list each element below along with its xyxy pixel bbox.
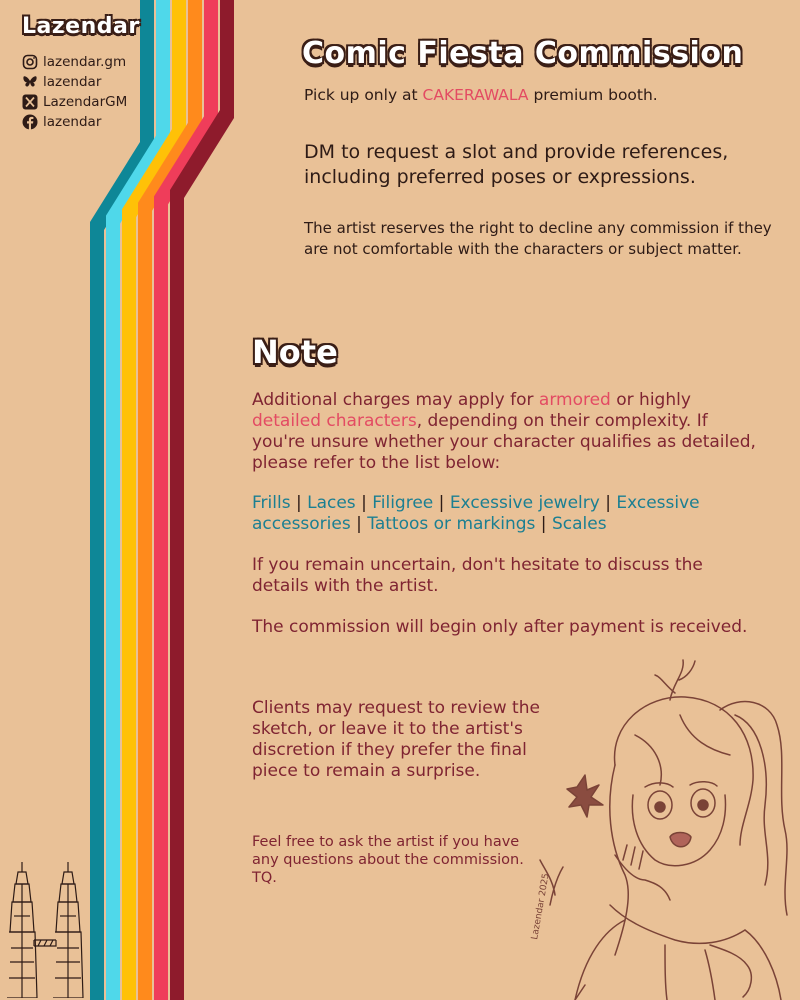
booth-name: CAKERAWALA (422, 86, 529, 104)
list-item: Laces (307, 493, 356, 513)
charges-part-2: or highly (610, 390, 691, 410)
review-text: Clients may request to review the sketch, or leave it to the artist's discretion if they prefer the final piece to remain a surprise. (252, 698, 540, 781)
list-item: Excessive accessories (252, 493, 700, 534)
x-handle: LazendarGM (43, 94, 128, 110)
pickup-after: premium booth. (528, 86, 658, 104)
pickup-before: Pick up only at (304, 86, 423, 104)
bluesky-handle: lazendar (43, 74, 102, 90)
list-separator: | (433, 493, 450, 513)
social-bluesky[interactable] (22, 72, 127, 92)
facebook-handle: lazendar (43, 114, 102, 130)
page-title: Comic Fiesta Commission (302, 36, 744, 71)
list-item: Frills (252, 493, 291, 513)
facebook-icon (22, 114, 38, 130)
pickup-info (304, 86, 658, 104)
list-item: Tattoos or markings (367, 514, 536, 534)
butterfly-icon (22, 74, 38, 90)
rainbow-stripes (0, 0, 250, 1000)
social-links (22, 52, 127, 132)
reserve-notice: The artist reserves the right to decline any commission if they are not comfortable with the characters or subject matter. (304, 219, 772, 258)
list-item: Scales (551, 514, 607, 534)
list-separator: | (535, 514, 552, 534)
uncertain-text: If you remain uncertain, don't hesitate to discuss the details with the artist. (252, 555, 703, 596)
detailed-highlight: detailed characters (252, 411, 417, 431)
list-item: Excessive jewelry (449, 493, 600, 513)
list-item: Filigree (372, 493, 434, 513)
list-separator: | (599, 493, 617, 513)
additional-charges (252, 390, 762, 474)
x-icon (22, 94, 38, 110)
social-instagram[interactable] (22, 52, 127, 72)
dm-instructions: DM to request a slot and provide references, including preferred poses or expressions. (304, 141, 729, 188)
details-list (252, 493, 762, 535)
closing-text: Feel free to ask the artist if you have any questions about the commission. TQ. (252, 834, 524, 886)
charges-part-1: Additional charges may apply for (252, 390, 539, 410)
twin-towers-illustration (6, 862, 86, 998)
list-separator: | (355, 493, 373, 513)
armored-highlight: armored (538, 390, 611, 410)
brand-name: Lazendar (22, 14, 140, 39)
note-heading: Note (252, 333, 338, 371)
character-sketch (515, 655, 800, 1000)
instagram-icon (22, 54, 38, 70)
artist-signature: Lazendar 2025 (530, 872, 552, 941)
social-x[interactable] (22, 92, 127, 112)
charges-part-3: , depending on their complexity. If you're unsure whether your character qualifies as detailed, please refer to the list below: (252, 411, 756, 473)
instagram-handle: lazendar.gm (43, 54, 127, 70)
social-facebook[interactable] (22, 112, 127, 132)
payment-text: The commission will begin only after payment is received. (252, 617, 748, 637)
list-separator: | (350, 514, 368, 534)
list-separator: | (290, 493, 308, 513)
